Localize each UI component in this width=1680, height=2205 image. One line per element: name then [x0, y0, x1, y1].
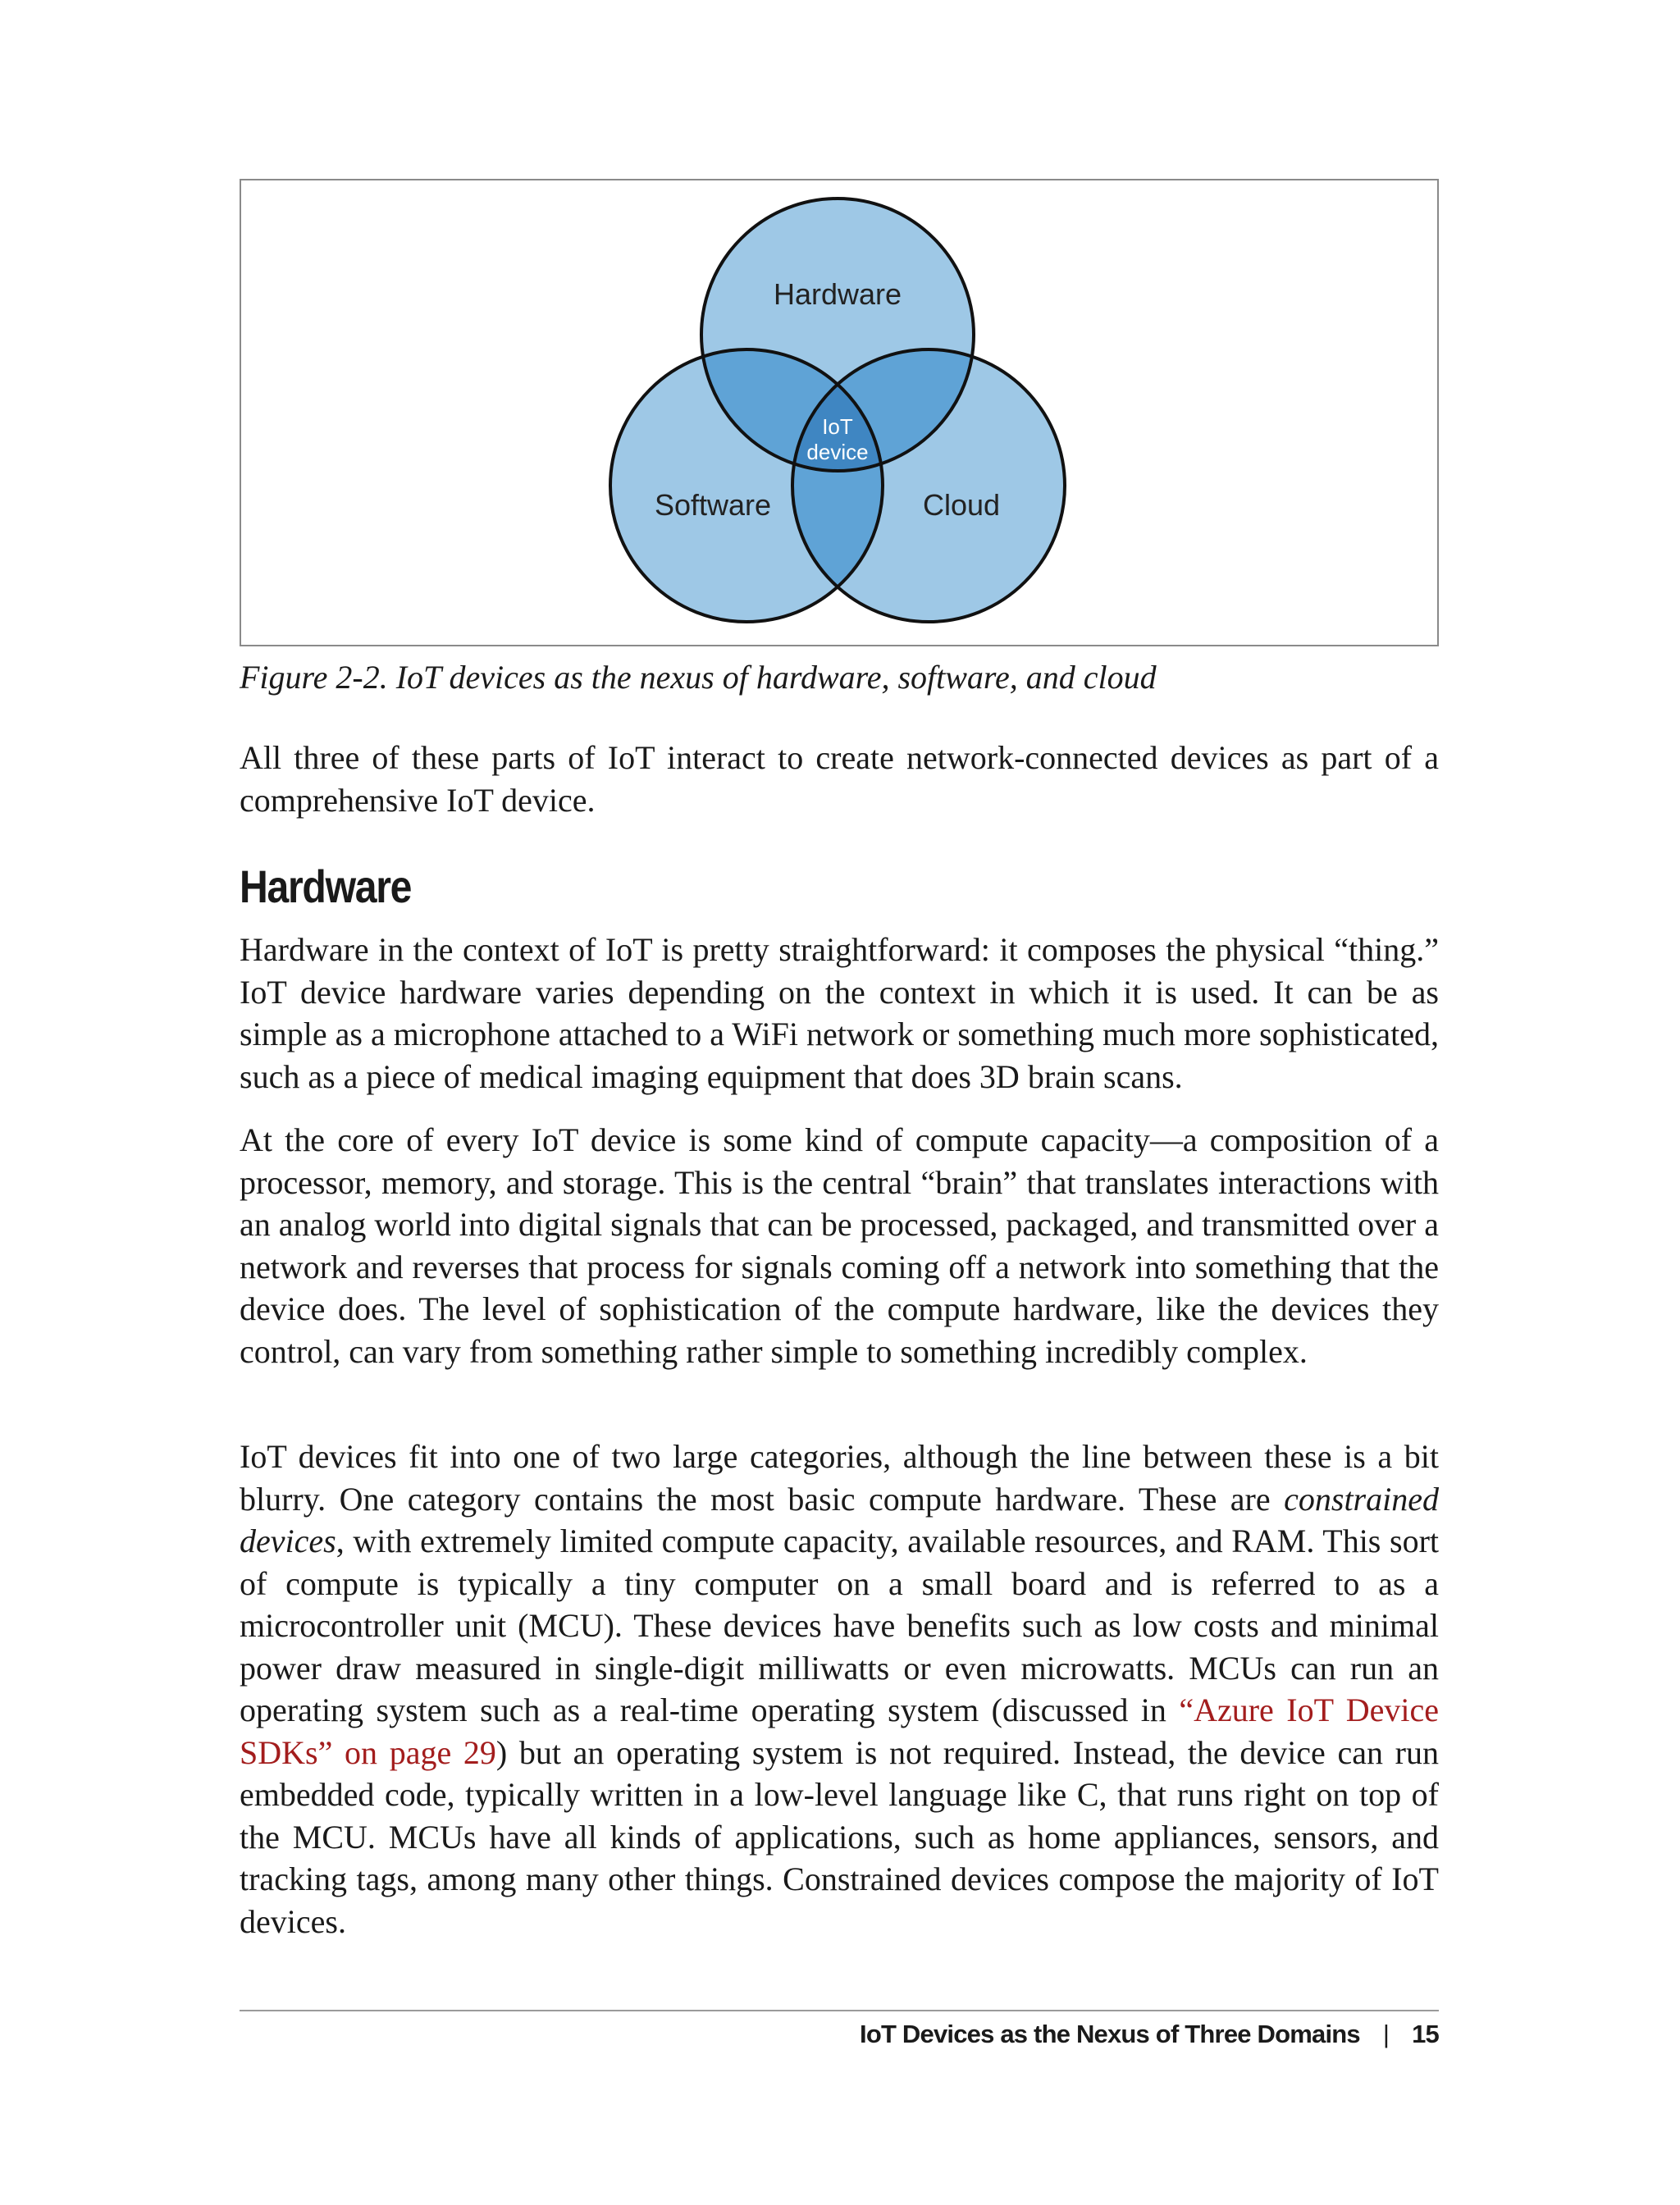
figure-caption: Figure 2-2. IoT devices as the nexus of hardware, software, and cloud [240, 659, 1157, 696]
page-number: 15 [1412, 2020, 1439, 2048]
paragraph-3-text-a: IoT devices fit into one of two large categories, although the line between these is a bit blurry. One category contains the most basic compute hardware. These are [240, 1438, 1439, 1518]
cloud-label: Cloud [922, 488, 1001, 522]
footer-title: IoT Devices as the Nexus of Three Domains [860, 2020, 1360, 2048]
paragraph-1: Hardware in the context of IoT is pretty straightforward: it composes the physical “thing.” IoT device hardware varies depending on the context in which it is used. It can be as simple as a microphone attached to a WiFi network or something much more sophisticated, such as a piece of medical imaging equipment that does 3D brain scans. [240, 931, 1439, 1095]
iot-label-line1: IoT [822, 414, 853, 439]
paragraph-2: At the core of every IoT device is some kind of compute capacity—a composition of a processor, memory, and storage. This is the central “brain” that translates interactions with an analog world into digital signals that can be processed, packaged, and transmitted over a network and reverses that process for signals coming off a network into something that the device does. The level of sophistication of the compute hardware, like the devices they control, can vary from something rather simple to something incredibly complex. [240, 1121, 1439, 1370]
software-label: Software [654, 488, 772, 522]
running-footer [860, 2020, 1439, 2049]
paragraph-3-text-b: , with extremely limited compute capacity, available resources, and RAM. This sort of compute is typically a tiny computer on a small board and is referred to as a microcontroller unit (MCU). These devices have benefits such as low costs and minimal power draw measured in single-digit milliwatts or even microwatts. MCUs can run an operating system such as a real-time operating system (discussed in [240, 1522, 1439, 1728]
cross-reference-link[interactable]: “Azure IoT Device SDKs” on page 29 [240, 1691, 1440, 1771]
intro-paragraph: All three of these parts of IoT interact to create network-connected devices as part of a comprehensive IoT device. [240, 739, 1439, 819]
emphasis-constrained-devices: constrained devices [240, 1480, 1439, 1559]
paragraph-3-text-c: ) but an operating system is not required. Instead, the device can run embedded code, typically written in a low-level language like C, that runs right on top of the MCU. MCUs have all kinds of applications, such as home appliances, sensors, and tracking tags, among many other things. Constrained devices compose the majority of IoT devices. [240, 1733, 1439, 1940]
section-heading: Hardware [240, 861, 412, 912]
hardware-label: Hardware [773, 277, 902, 311]
iot-label-line2: device [806, 440, 869, 464]
paragraph-3 [240, 1436, 1439, 1942]
footer-separator: | [1382, 2020, 1390, 2048]
footer-rule [240, 2010, 1439, 2011]
venn-diagram [241, 180, 1440, 648]
figure-frame [240, 179, 1439, 646]
